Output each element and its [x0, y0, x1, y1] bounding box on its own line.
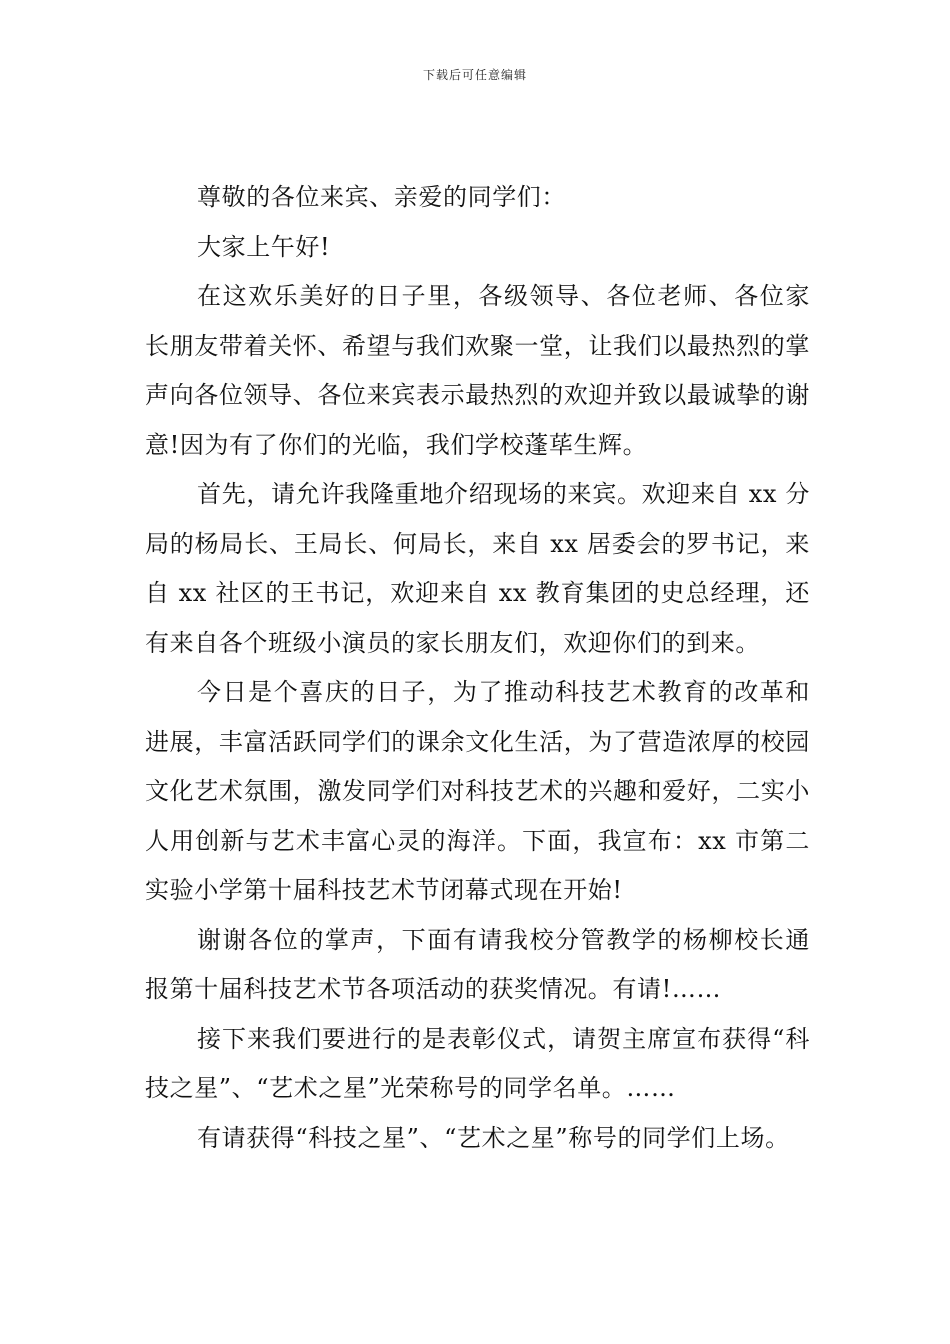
paragraph-opening-announcement: 今日是个喜庆的日子，为了推动科技艺术教育的改革和进展，丰富活跃同学们的课余文化生活，为了营造浓厚的校园文化艺术氛围，激发同学们对科技艺术的兴趣和爱好，二实小人用创新与艺术丰富心灵的海洋。下面，我宣布：xx 市第二实验小学第十届科技艺术节闭幕式现在开始! — [145, 678, 810, 904]
page-header-note: 下载后可任意编辑 — [422, 68, 527, 82]
document-body — [145, 173, 810, 1163]
paragraph-award-report: 谢谢各位的掌声，下面有请我校分管教学的杨柳校长通报第十届科技艺术节各项活动的获奖情况。有请!…… — [145, 925, 810, 1003]
paragraph-guest-introduction: 首先，请允许我隆重地介绍现场的来宾。欢迎来自 xx 分局的杨局长、王局长、何局长，来自 xx 居委会的罗书记，来自 xx 社区的王书记，欢迎来自 xx 教育集团的史总经理，还有来自各个班级小演员的家长朋友们，欢迎你们的到来。 — [145, 480, 810, 657]
paragraph-good-morning: 大家上午好! — [197, 232, 331, 261]
paragraph-welcome: 在这欢乐美好的日子里，各级领导、各位老师、各位家长朋友带着关怀、希望与我们欢聚一堂，让我们以最热烈的掌声向各位领导、各位来宾表示最热烈的欢迎并致以最诚挚的谢意!因为有了你们的光临，我们学校蓬荜生辉。 — [145, 282, 810, 459]
paragraph-commendation: 接下来我们要进行的是表彰仪式，请贺主席宣布获得“科技之星”、“艺术之星”光荣称号的同学名单。…… — [145, 1024, 810, 1102]
paragraph-greeting: 尊敬的各位来宾、亲爱的同学们： — [197, 183, 566, 211]
paragraph-invite-stage: 有请获得“科技之星”、“艺术之星”称号的同学们上场。 — [197, 1123, 790, 1152]
